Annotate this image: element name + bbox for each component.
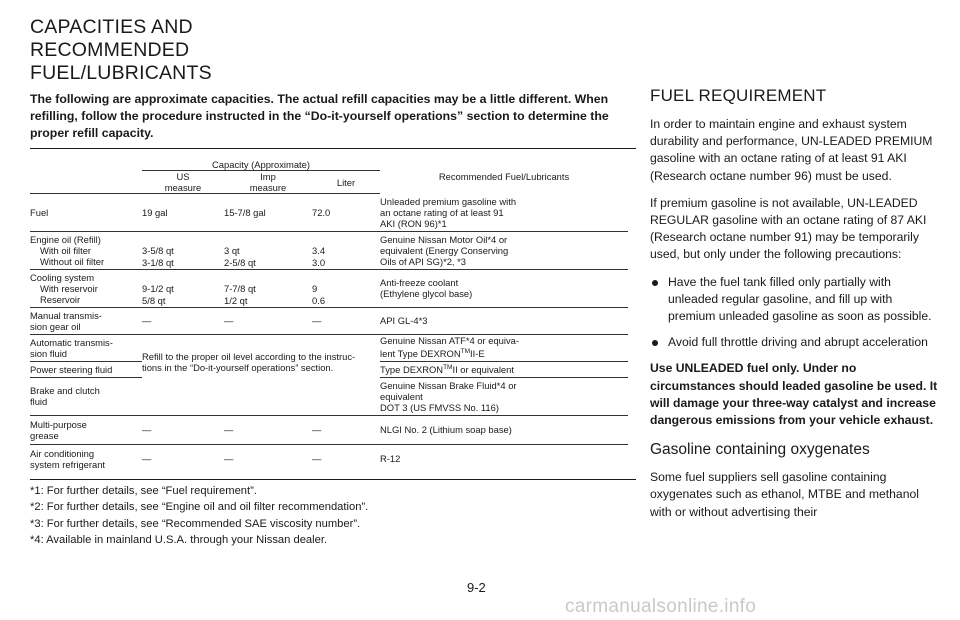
- capacities-table: [30, 157, 628, 473]
- intro-paragraph: The following are approximate capacities. The actual refill capacities may be a little different. When refilling, follow the procedure instructed in the “Do-it-yourself operations” section to determine the proper refill capacity.: [30, 91, 636, 149]
- subsection-heading: Gasoline containing oxygenates: [650, 441, 870, 459]
- paragraph: Some fuel suppliers sell gasoline containing oxygenates such as ethanol, MTBE and methanol with or without advertising their: [650, 470, 919, 519]
- right-column: [650, 86, 940, 531]
- table-row-automatic-transmission: Automatic transmis- sion fluid Refill to the proper oil level according to the instruc- tions in the “Do-it-yourself operations” section. Genuine Nissan ATF*4 or equiva- lent Type DEXRON™II-E: [30, 334, 628, 361]
- list-item: Have the fuel tank filled only partially with unleaded regular gasoline, and fill up with premium unleaded gasoline as soon as possible.: [650, 274, 940, 326]
- footnotes: [30, 479, 636, 549]
- liter-header: Liter: [312, 171, 380, 194]
- refill-note: Refill to the proper oil level according to the instruc- tions in the “Do-it-yourself operations” section.: [142, 334, 380, 415]
- imp-measure-header: Imp measure: [224, 171, 312, 194]
- watermark: carmanualsonline.info: [565, 596, 757, 617]
- table-row-brake-fluid: Brake and clutch fluid Genuine Nissan Brake Fluid*4 or equivalent DOT 3 (US FMVSS No. 116): [30, 377, 628, 415]
- left-column: [30, 16, 636, 549]
- table-row-cooling: Cooling system Anti-freeze coolant (Ethylene glycol base): [30, 269, 628, 283]
- warning-text: Use UNLEADED fuel only. Under no circumstances should leaded gasoline be used. It will damage your three-way catalyst and increase dangerous emissions from your vehicle exhaust.: [650, 361, 938, 428]
- table-row-with-oil-filter: With oil filter 3-5/8 qt 3 qt 3.4: [40, 244, 326, 256]
- section-heading: FUEL REQUIREMENT: [650, 86, 827, 105]
- footnote: *1: For further details, see “Fuel requirement”.: [30, 484, 257, 497]
- paragraph: In order to maintain engine and exhaust system durability and performance, UN-LEADED PREMIUM gasoline with an octane rating of at least 91 AKI (Research octane number 96) must be used.: [650, 117, 933, 183]
- footnote: *3: For further details, see “Recommended SAE viscosity number”.: [30, 517, 361, 530]
- paragraph: If premium gasoline is not available, UN-LEADED REGULAR gasoline with an octane rating of 87 AKI (Research octane number 91) may be temporarily used, but only under the following precautions:: [650, 195, 927, 262]
- list-item: Avoid full throttle driving and abrupt acceleration: [650, 334, 940, 351]
- bullet-icon: [652, 340, 658, 346]
- table-row-without-oil-filter: Without oil filter 3-1/8 qt 2-5/8 qt 3.0: [30, 256, 628, 270]
- page-number: 9-2: [467, 580, 486, 595]
- table-row-power-steering: Power steering fluid Type DEXRON™II or equivalent: [30, 361, 628, 377]
- page-title: [30, 16, 636, 85]
- bullet-icon: [652, 280, 658, 286]
- title-line: CAPACITIES AND: [30, 16, 193, 38]
- table-row-engine-oil: Engine oil (Refill) Genuine Nissan Motor Oil*4 or equivalent (Energy Conserving Oils of API SG)*2, *3: [30, 231, 628, 245]
- recommended-header: Recommended Fuel/Lubricants: [438, 170, 570, 182]
- footnote: *2: For further details, see “Engine oil and oil filter recommendation”.: [30, 501, 369, 513]
- footnote: *4: Available in mainland U.S.A. through your Nissan dealer.: [30, 534, 328, 546]
- table-row-fuel: Fuel 19 gal 15-7/8 gal 72.0 Unleaded premium gasoline with an octane rating of at least 91 AKI (RON 96)*1: [30, 194, 628, 232]
- table-row-air-conditioning: Air conditioning system refrigerant — — — R-12: [30, 447, 401, 470]
- us-measure-header: US measure: [142, 171, 224, 194]
- table-row-grease: Multi-purpose grease — — — NLGI No. 2 (Lithium soap base): [30, 415, 628, 444]
- title-line: FUEL/LUBRICANTS: [30, 62, 212, 84]
- capacity-header: Capacity (Approximate): [142, 157, 380, 171]
- title-line: RECOMMENDED: [30, 39, 190, 61]
- table-row-manual-transmission: Manual transmis- sion gear oil — — — API GL-4*3: [30, 307, 628, 334]
- table-row-reservoir: Reservoir 5/8 qt 1/2 qt 0.6: [30, 294, 628, 308]
- table-row-with-reservoir: With reservoir 9-1/2 qt 7-7/8 qt 9: [40, 282, 318, 294]
